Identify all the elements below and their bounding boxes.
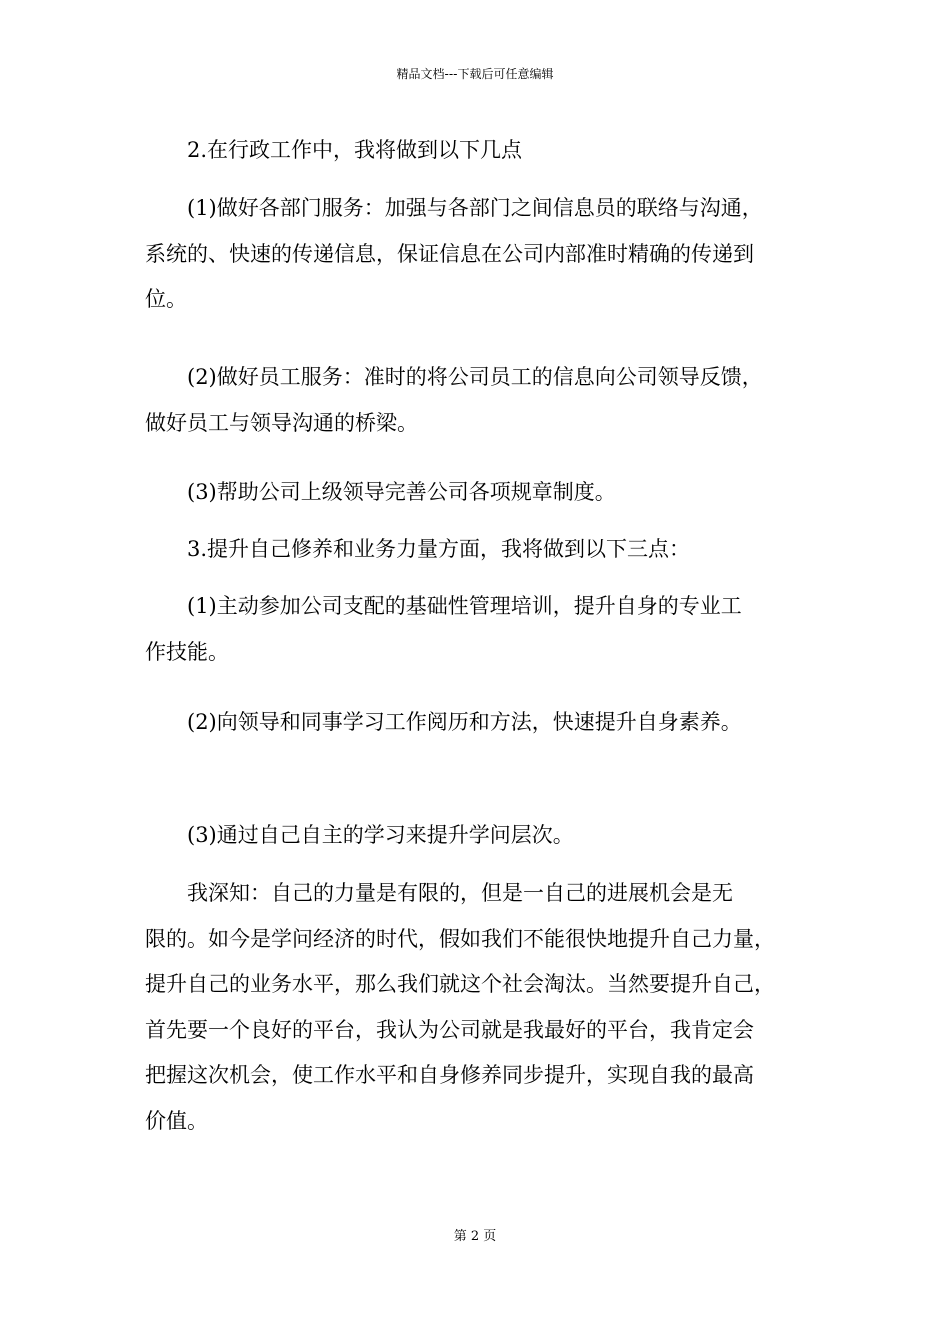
paragraph-line: 做好员工与领导沟通的桥梁。 <box>145 410 418 435</box>
paragraph-line: 3.提升自己修养和业务力量方面，我将做到以下三点： <box>187 537 691 561</box>
paragraph-line: (2)向领导和同事学习工作阅历和方法，快速提升自身素养。 <box>187 710 742 734</box>
paragraph-line: 我深知：自己的力量是有限的，但是一自己的进展机会是无 <box>187 881 733 905</box>
paragraph-line: (3)帮助公司上级领导完善公司各项规章制度。 <box>187 480 616 504</box>
paragraph-employee-service <box>145 355 835 446</box>
paragraph-conclusion <box>145 871 835 1144</box>
paragraph-self-improvement-intro <box>145 527 835 573</box>
paragraph-line: 作技能。 <box>145 639 229 664</box>
paragraph-line: 首先要一个良好的平台，我认为公司就是我最好的平台，我肯定会 <box>145 1017 754 1042</box>
paragraph-self-study <box>145 813 835 859</box>
paragraph-line: (1)主动参加公司支配的基础性管理培训，提升自身的专业工 <box>187 594 742 618</box>
paragraph-department-service <box>145 186 835 323</box>
paragraph-admin-work-intro <box>145 128 835 174</box>
paragraph-rules-improvement <box>145 470 835 516</box>
paragraph-line: 位。 <box>145 287 187 311</box>
paragraph-training <box>145 584 835 675</box>
paragraph-line: (1)做好各部门服务：加强与各部门之间信息员的联络与沟通， <box>187 196 763 220</box>
paragraph-line: 2.在行政工作中，我将做到以下几点 <box>187 138 523 162</box>
paragraph-line: (2)做好员工服务：准时的将公司员工的信息向公司领导反馈， <box>187 365 763 389</box>
page-number: 第 2 页 <box>453 1229 497 1244</box>
paragraph-line: (3)通过自己自主的学习来提升学问层次。 <box>187 823 574 847</box>
paragraph-learn-from-others <box>145 700 835 746</box>
paragraph-line: 限的。如今是学问经济的时代，假如我们不能很快地提升自己力量， <box>145 926 775 951</box>
paragraph-line: 提升自己的业务水平，那么我们就这个社会淘汰。当然要提升自己， <box>145 972 775 996</box>
page-header: 精品文档---下载后可任意编辑 <box>396 67 554 81</box>
paragraph-line: 价值。 <box>145 1108 208 1133</box>
paragraph-line: 把握这次机会，使工作水平和自身修养同步提升，实现自我的最高 <box>145 1063 754 1087</box>
paragraph-line: 系统的、快速的传递信息，保证信息在公司内部准时精确的传递到 <box>145 241 754 266</box>
